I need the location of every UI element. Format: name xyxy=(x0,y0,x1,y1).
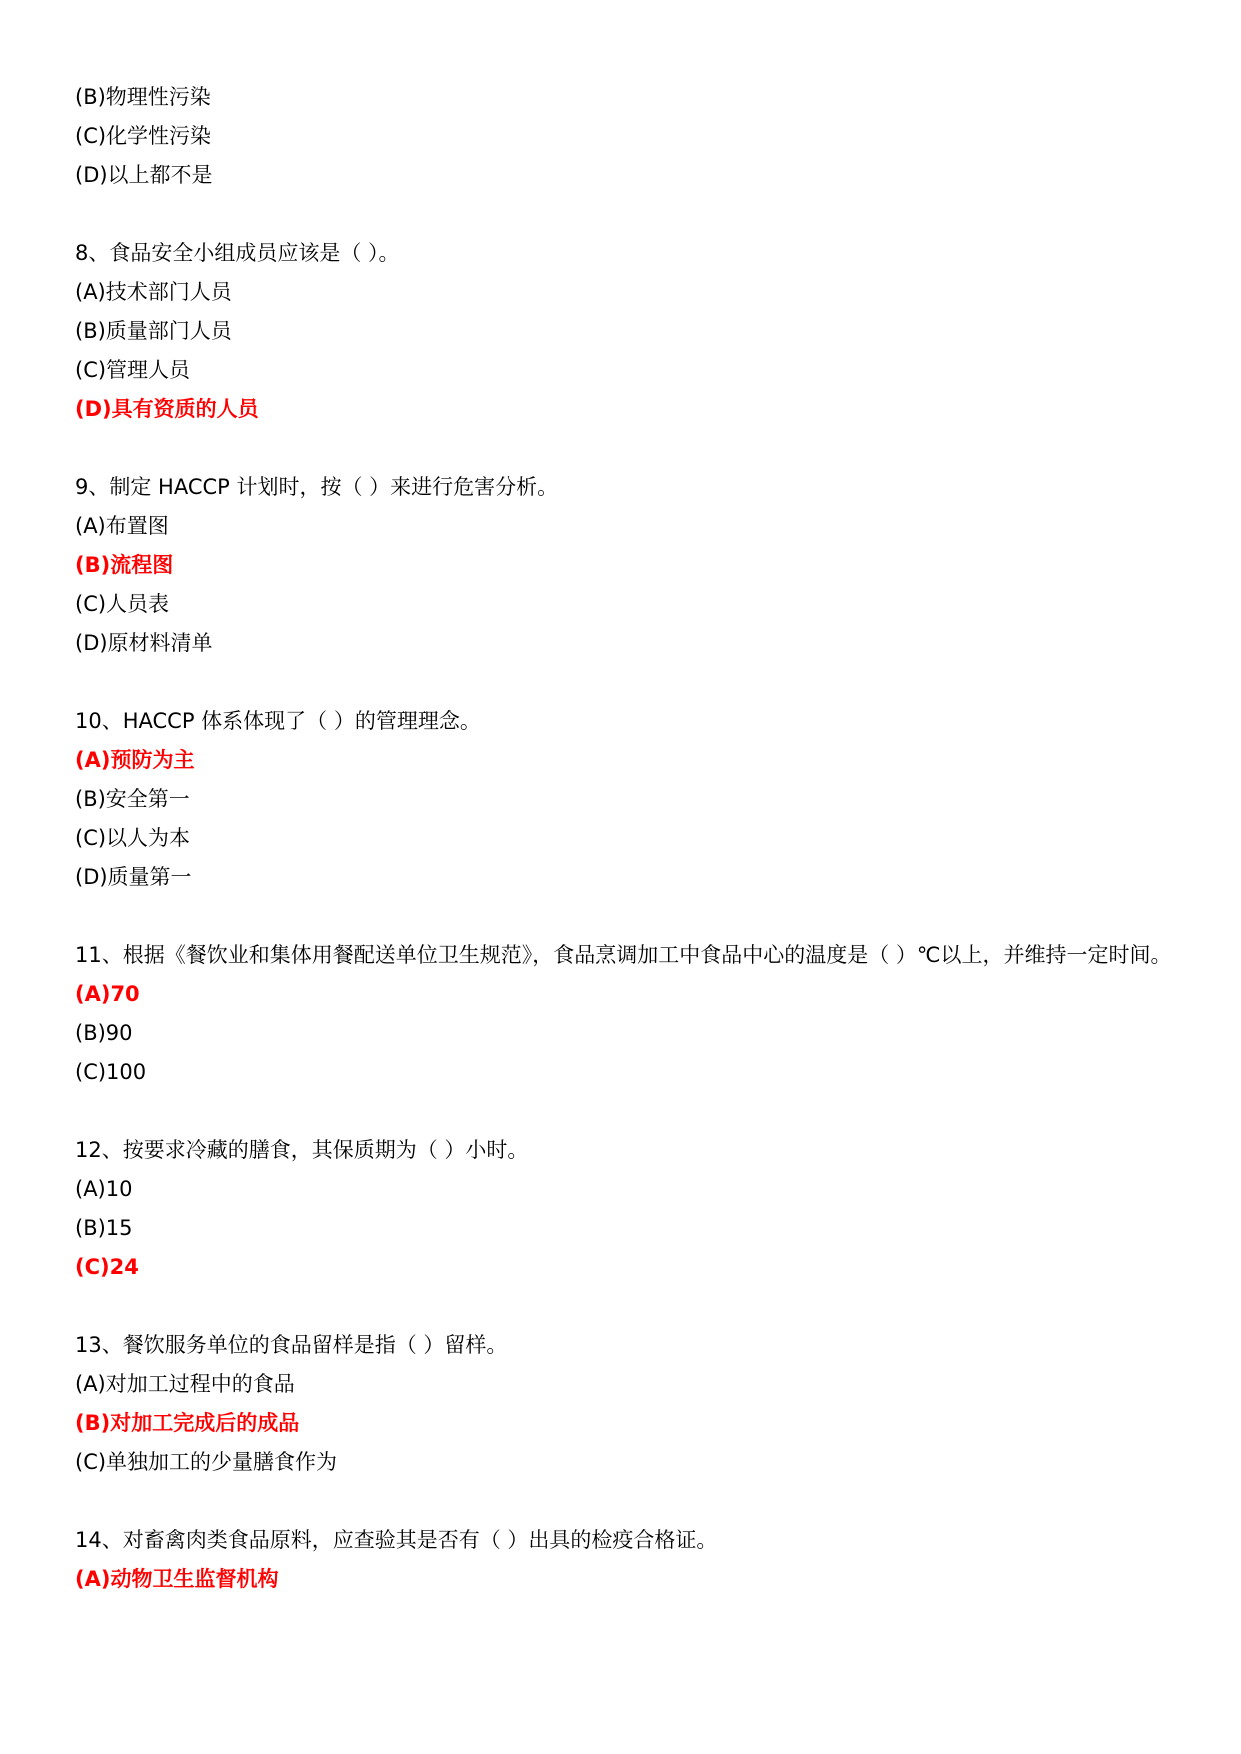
correct-option: (D)具有资质的人员 xyxy=(75,397,259,421)
correct-option: (C)24 xyxy=(75,1255,139,1279)
question-block xyxy=(75,702,1175,897)
previous-question-options xyxy=(75,78,1175,195)
correct-option: (B)流程图 xyxy=(75,553,174,577)
option: (D)质量第一 xyxy=(75,865,192,889)
question-stem: 8、食品安全小组成员应该是（ ）。 xyxy=(75,241,400,265)
question-stem: 10、HACCP 体系体现了（ ）的管理理念。 xyxy=(75,709,481,733)
option: (B)物理性污染 xyxy=(75,85,211,109)
option: (C)管理人员 xyxy=(75,358,191,382)
option: (D)原材料清单 xyxy=(75,631,213,655)
option: (A)10 xyxy=(75,1177,133,1201)
question-stem: 14、对畜禽肉类食品原料，应查验其是否有（ ）出具的检疫合格证。 xyxy=(75,1528,718,1552)
question-block xyxy=(75,234,1175,429)
correct-option: (B)对加工完成后的成品 xyxy=(75,1411,300,1435)
option: (C)化学性污染 xyxy=(75,124,212,148)
option: (A)对加工过程中的食品 xyxy=(75,1372,295,1396)
question-block xyxy=(75,1131,1175,1287)
question-stem: 9、制定 HACCP 计划时，按（ ）来进行危害分析。 xyxy=(75,475,559,499)
question-stem: 13、餐饮服务单位的食品留样是指（ ）留样。 xyxy=(75,1333,508,1357)
option: (A)布置图 xyxy=(75,514,169,538)
option: (D)以上都不是 xyxy=(75,163,213,187)
correct-option: (A)动物卫生监督机构 xyxy=(75,1567,279,1591)
question-list xyxy=(75,234,1175,1599)
option: (A)技术部门人员 xyxy=(75,280,232,304)
option: (B)质量部门人员 xyxy=(75,319,232,343)
option: (B)15 xyxy=(75,1216,133,1240)
option: (B)安全第一 xyxy=(75,787,190,811)
correct-option: (A)70 xyxy=(75,982,140,1006)
option: (C)人员表 xyxy=(75,592,170,616)
question-stem: 12、按要求冷藏的膳食，其保质期为（ ）小时。 xyxy=(75,1138,529,1162)
question-block xyxy=(75,1326,1175,1482)
document-page xyxy=(75,78,1175,1599)
question-block xyxy=(75,468,1175,663)
question-block xyxy=(75,1521,1175,1599)
option: (B)90 xyxy=(75,1021,133,1045)
option: (C)单独加工的少量膳食作为 xyxy=(75,1450,338,1474)
question-stem: 11、根据《餐饮业和集体用餐配送单位卫生规范》，食品烹调加工中食品中心的温度是（ ）℃以上，并维持一定时间。 xyxy=(75,943,1172,967)
correct-option: (A)预防为主 xyxy=(75,748,195,772)
question-block xyxy=(75,936,1175,1092)
option: (C)100 xyxy=(75,1060,147,1084)
option: (C)以人为本 xyxy=(75,826,191,850)
